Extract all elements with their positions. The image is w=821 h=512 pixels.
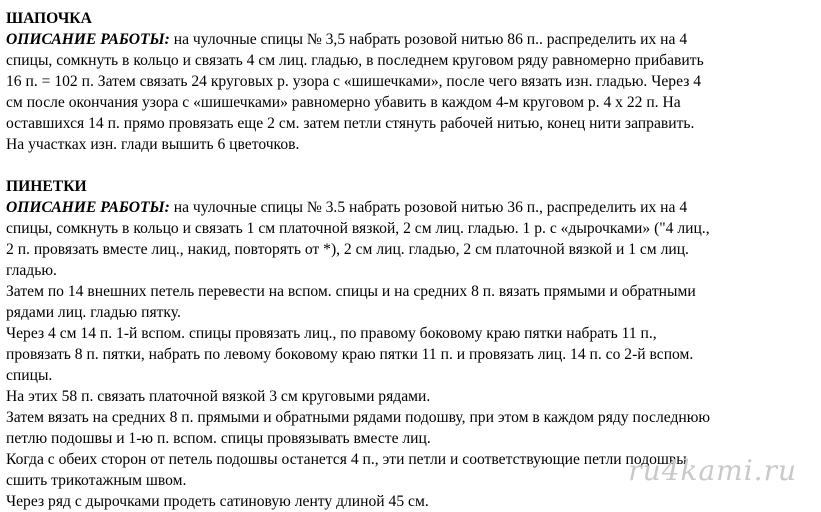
booties-text-line: петлю подошвы и 1-ю п. вспом. спицы провязывать вместе лиц. [6, 430, 431, 447]
booties-text-line: провязать 8 п. пятки, набрать по левому боковому краю пятки 11 п. и провязать лиц. 14 п. со 2-й вспом. [6, 346, 694, 363]
description-label: ОПИСАНИЕ РАБОТЫ: [6, 31, 170, 48]
section-title-hat: ШАПОЧКА [6, 10, 92, 27]
booties-text-line: Затем по 14 внешних петель перевести на вспом. спицы и на средних 8 п. вязать прямыми и обратными [6, 283, 696, 300]
booties-text-line: спицы, сомкнуть в кольцо и связать 1 см платочной вязкой, 2 см лиц. гладью. 1 р. с «дырочками» ("4 лиц., [6, 220, 710, 237]
document-page [6, 8, 816, 512]
booties-description-first-line [6, 197, 816, 218]
hat-description-first-line [6, 29, 816, 50]
hat-text: на чулочные спицы № 3,5 набрать розовой нитью 86 п.. распределить их на 4 [169, 31, 688, 48]
booties-text-line: Через 4 см 14 п. 1-й вспом. спицы провязать лиц., по правому боковому краю пятки набрать 11 п., [6, 325, 657, 342]
hat-text-line: На участках изн. глади вышить 6 цветочков. [6, 136, 300, 153]
booties-text: на чулочные спицы № 3.5 набрать розовой нитью 36 п., распределить их на 4 [169, 199, 688, 216]
booties-text-line: Через ряд с дырочками продеть сатиновую ленту длиной 45 см. [6, 493, 429, 510]
section-title-booties: ПИНЕТКИ [6, 178, 87, 195]
booties-text-line: Когда с обеих сторон от петель подошвы останется 4 п., эти петли и соответствующие петли подошвы [6, 451, 687, 468]
booties-text-line: рядами лиц. гладью пятку. [6, 304, 181, 321]
hat-text-line: см после окончания узора с «шишечками» равномерно убавить в каждом 4-м круговом р. 4 х 22 п. На [6, 94, 681, 111]
section-spacer [6, 155, 816, 176]
site-watermark: ru4kami.ru [628, 454, 797, 487]
booties-text-line: спицы. [6, 367, 53, 384]
booties-text-line: сшить трикотажным швом. [6, 472, 187, 489]
description-label: ОПИСАНИЕ РАБОТЫ: [6, 199, 170, 216]
hat-text-line: 16 п. = 102 п. Затем связать 24 круговых р. узора с «шишечками», после чего вязать изн. гладью. Через 4 [6, 73, 702, 90]
booties-text-line: 2 п. провязать вместе лиц., накид, повторять от *), 2 см лиц. гладью, 2 см платочной вязкой и 1 см лиц. [6, 241, 689, 258]
booties-text-line: Затем вязать на средних 8 п. прямыми и обратными рядами подошву, при этом в каждом ряду последнюю [6, 409, 711, 426]
hat-text-line: оставшихся 14 п. прямо провязать еще 2 см. затем петли стянуть рабочей нитью, конец нити заправить. [6, 115, 695, 132]
booties-text-line: гладью. [6, 262, 57, 279]
hat-text-line: спицы, сомкнуть в кольцо и связать 4 см лиц. гладью, в последнем круговом ряду равномерно прибавить [6, 52, 704, 69]
booties-text-line: На этих 58 п. связать платочной вязкой 3 см круговыми рядами. [6, 388, 431, 405]
